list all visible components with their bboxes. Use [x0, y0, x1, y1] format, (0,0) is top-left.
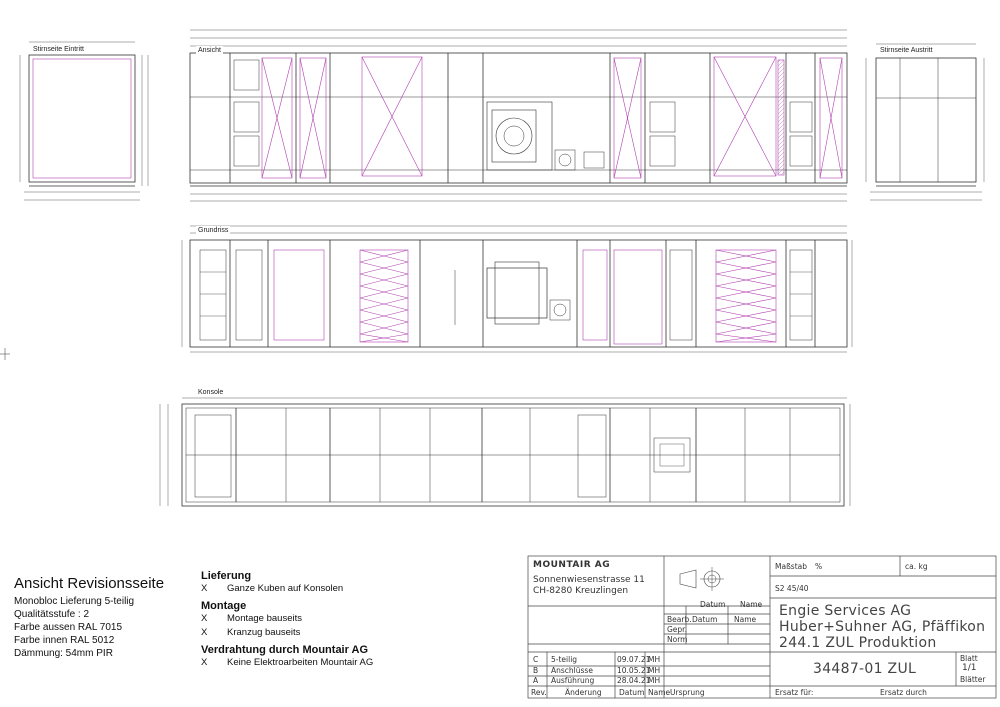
right-end-view — [866, 44, 984, 200]
note-line: Farbe aussen RAL 7015 — [14, 622, 123, 633]
company-city: CH-8280 Kreuzlingen — [533, 586, 629, 596]
scope-mark: X — [201, 613, 208, 624]
scope-heading: Lieferung — [201, 570, 252, 582]
plan-view-filters — [274, 250, 776, 344]
nm-header: Name — [648, 688, 671, 697]
datum-header: Datum — [700, 600, 726, 609]
client-line-3: 244.1 ZUL Produktion — [779, 635, 937, 651]
rev-change: Anschlüsse — [551, 666, 593, 675]
bearb-datum: Datum — [692, 615, 718, 624]
bearb-label: Bearb. — [667, 615, 692, 624]
scope-notes — [201, 566, 373, 670]
scope-item — [201, 612, 373, 626]
scope-text: Kranzug bauseits — [227, 627, 301, 638]
console-view — [160, 398, 850, 506]
scope-mark: X — [201, 657, 208, 668]
plan-view-label: Grundriss — [198, 227, 229, 234]
scope-item — [201, 582, 373, 596]
sheets-label: Blätter — [960, 675, 986, 684]
general-notes — [14, 575, 164, 660]
change-header: Änderung — [565, 688, 602, 697]
scope-text: Keine Elektroarbeiten Mountair AG — [227, 657, 374, 668]
rev-letter: B — [533, 666, 539, 675]
left-end-view-label: Stirnseite Eintritt — [33, 46, 84, 53]
replaced-by-label: Ersatz durch — [880, 688, 927, 697]
note-line: Qualitätsstufe : 2 — [14, 609, 90, 620]
left-end-view — [20, 42, 148, 200]
note-line: Farbe innen RAL 5012 — [14, 635, 115, 646]
origin-label: Ursprung — [670, 688, 705, 697]
rev-name: MH — [648, 655, 661, 664]
plan-view — [182, 226, 852, 352]
rev-change: Ausführung — [551, 676, 595, 685]
gepr-label: Gepr. — [667, 625, 687, 634]
norm-label: Norm — [667, 635, 688, 644]
rev-date: 28.04.21 — [617, 676, 651, 685]
console-view-label: Konsole — [198, 389, 224, 396]
rev-letter: C — [533, 655, 539, 664]
replaces-label: Ersatz für: — [775, 688, 814, 697]
scope-mark: X — [201, 583, 208, 594]
sheet-value: 1/1 — [962, 663, 977, 673]
sheet-center-mark — [0, 348, 10, 360]
sheet-label: Blatt — [960, 654, 978, 663]
client-line-1: Engie Services AG — [779, 603, 912, 619]
format-field: S2 45/40 — [775, 584, 809, 593]
scale-label: Maßstab — [775, 562, 807, 571]
scope-text: Ganze Kuben auf Konsolen — [227, 583, 344, 594]
rev-change: 5-teilig — [551, 655, 578, 664]
scope-heading: Verdrahtung durch Mountair AG — [201, 644, 369, 656]
client-line-2: Huber+Suhner AG, Pfäffikon — [779, 619, 986, 635]
note-line: Dämmung: 54mm PIR — [14, 648, 113, 659]
scope-text: Montage bauseits — [227, 613, 302, 624]
front-view — [190, 30, 847, 201]
front-view-label: Ansicht — [198, 47, 221, 54]
rev-header: Rev. — [531, 688, 547, 697]
date-header: Datum — [619, 688, 645, 697]
rev-date: 09.07.21 — [617, 655, 651, 664]
notes-title: Ansicht Revisionsseite — [14, 575, 165, 592]
right-end-view-label: Stirnseite Austritt — [880, 47, 933, 54]
scope-heading: Montage — [201, 600, 247, 612]
weight-field: ca. kg — [905, 562, 928, 571]
rev-date: 10.05.21 — [617, 666, 651, 675]
bearb-name: Name — [734, 615, 757, 624]
name-header: Name — [740, 600, 763, 609]
drawing-number: 34487-01 ZUL — [813, 661, 917, 677]
rev-name: MH — [648, 676, 661, 685]
company-street: Sonnenwiesenstrasse 11 — [533, 575, 645, 585]
company-name: MOUNTAIR AG — [533, 560, 611, 570]
scope-item — [201, 656, 373, 670]
scale-value: % — [815, 562, 823, 571]
scope-mark: X — [201, 627, 208, 638]
scope-item — [201, 626, 373, 640]
rev-letter: A — [533, 676, 539, 685]
note-line: Monobloc Lieferung 5-teilig — [14, 596, 135, 607]
rev-name: MH — [648, 666, 661, 675]
